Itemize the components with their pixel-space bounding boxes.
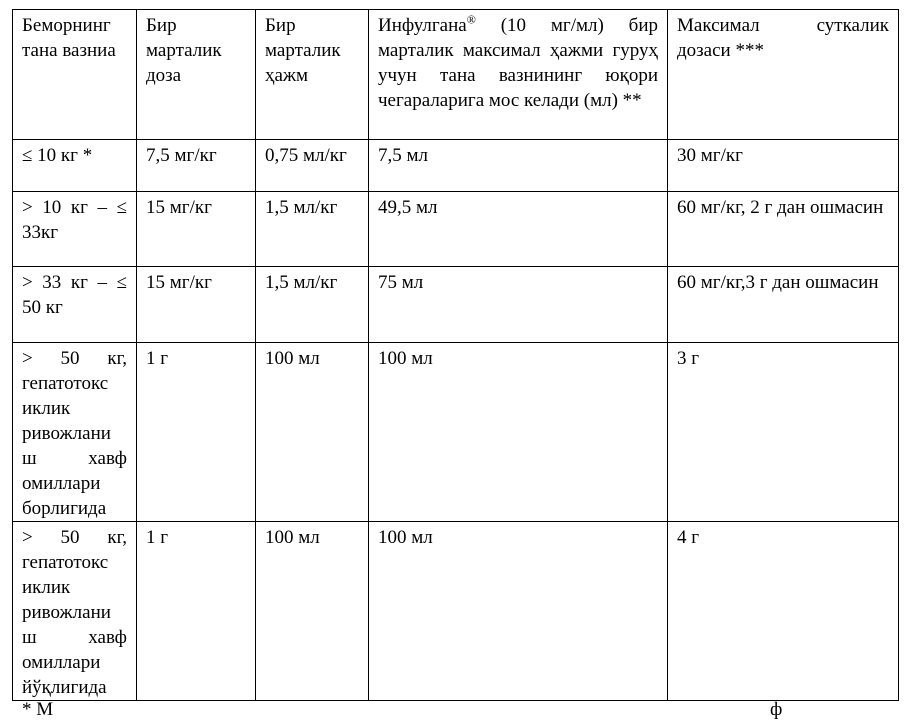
- cell-single-dose: 15 мг/кг: [137, 192, 256, 267]
- table-row: [13, 140, 899, 192]
- cell-weight: > 50 кг, гепатотокс иклик ривожлани ш хавф омиллари борлигида: [13, 343, 137, 522]
- cell-max-volume: 100 мл: [369, 522, 668, 701]
- cell-single-volume: 0,75 мл/кг: [256, 140, 369, 192]
- dosage-table: [12, 9, 899, 701]
- footnote-start: * М: [22, 699, 54, 720]
- cell-max-daily: 60 мг/кг,3 г дан ошмасин: [668, 267, 899, 343]
- cell-max-daily: 30 мг/кг: [668, 140, 899, 192]
- cell-single-volume: 100 мл: [256, 522, 369, 701]
- cell-max-daily: 4 г: [668, 522, 899, 701]
- header-single-volume: Бир марталик ҳажм: [256, 10, 369, 140]
- footnote-tail: ф: [770, 699, 783, 720]
- cell-single-volume: 1,5 мл/кг: [256, 267, 369, 343]
- table-row: [13, 522, 899, 701]
- table-row: [13, 192, 899, 267]
- registered-mark: ®: [466, 12, 476, 27]
- cell-max-daily: 60 мг/кг, 2 г дан ошмасин: [668, 192, 899, 267]
- header-max-volume: [369, 10, 668, 140]
- cell-single-volume: 1,5 мл/кг: [256, 192, 369, 267]
- cell-single-volume: 100 мл: [256, 343, 369, 522]
- cell-single-dose: 7,5 мг/кг: [137, 140, 256, 192]
- table-row: [13, 343, 899, 522]
- cell-max-volume: 100 мл: [369, 343, 668, 522]
- cell-weight: > 33 кг – ≤ 50 кг: [13, 267, 137, 343]
- cell-weight: > 10 кг – ≤ 33кг: [13, 192, 137, 267]
- header-max-volume-text: (10 мг/мл) бир марталик максимал ҳажми гуруҳ учун тана вазнининг юқори чегараларига мос келади (мл) **: [378, 15, 658, 111]
- cell-weight: > 50 кг, гепатотокс иклик ривожлани ш хавф омиллари йўқлигида: [13, 522, 137, 701]
- table-header-row: [13, 10, 899, 140]
- cell-max-volume: 49,5 мл: [369, 192, 668, 267]
- cell-single-dose: 1 г: [137, 343, 256, 522]
- cell-max-volume: 75 мл: [369, 267, 668, 343]
- table-row: [13, 267, 899, 343]
- header-weight: Беморнинг тана вазниа: [13, 10, 137, 140]
- cell-single-dose: 15 мг/кг: [137, 267, 256, 343]
- cell-max-volume: 7,5 мл: [369, 140, 668, 192]
- cell-weight: ≤ 10 кг *: [13, 140, 137, 192]
- cell-max-daily: 3 г: [668, 343, 899, 522]
- cell-single-dose: 1 г: [137, 522, 256, 701]
- header-max-volume-drug: Инфулгана: [378, 15, 467, 36]
- header-single-dose: Бир марталик доза: [137, 10, 256, 140]
- header-max-daily: Максимал суткалик дозаси ***: [668, 10, 899, 140]
